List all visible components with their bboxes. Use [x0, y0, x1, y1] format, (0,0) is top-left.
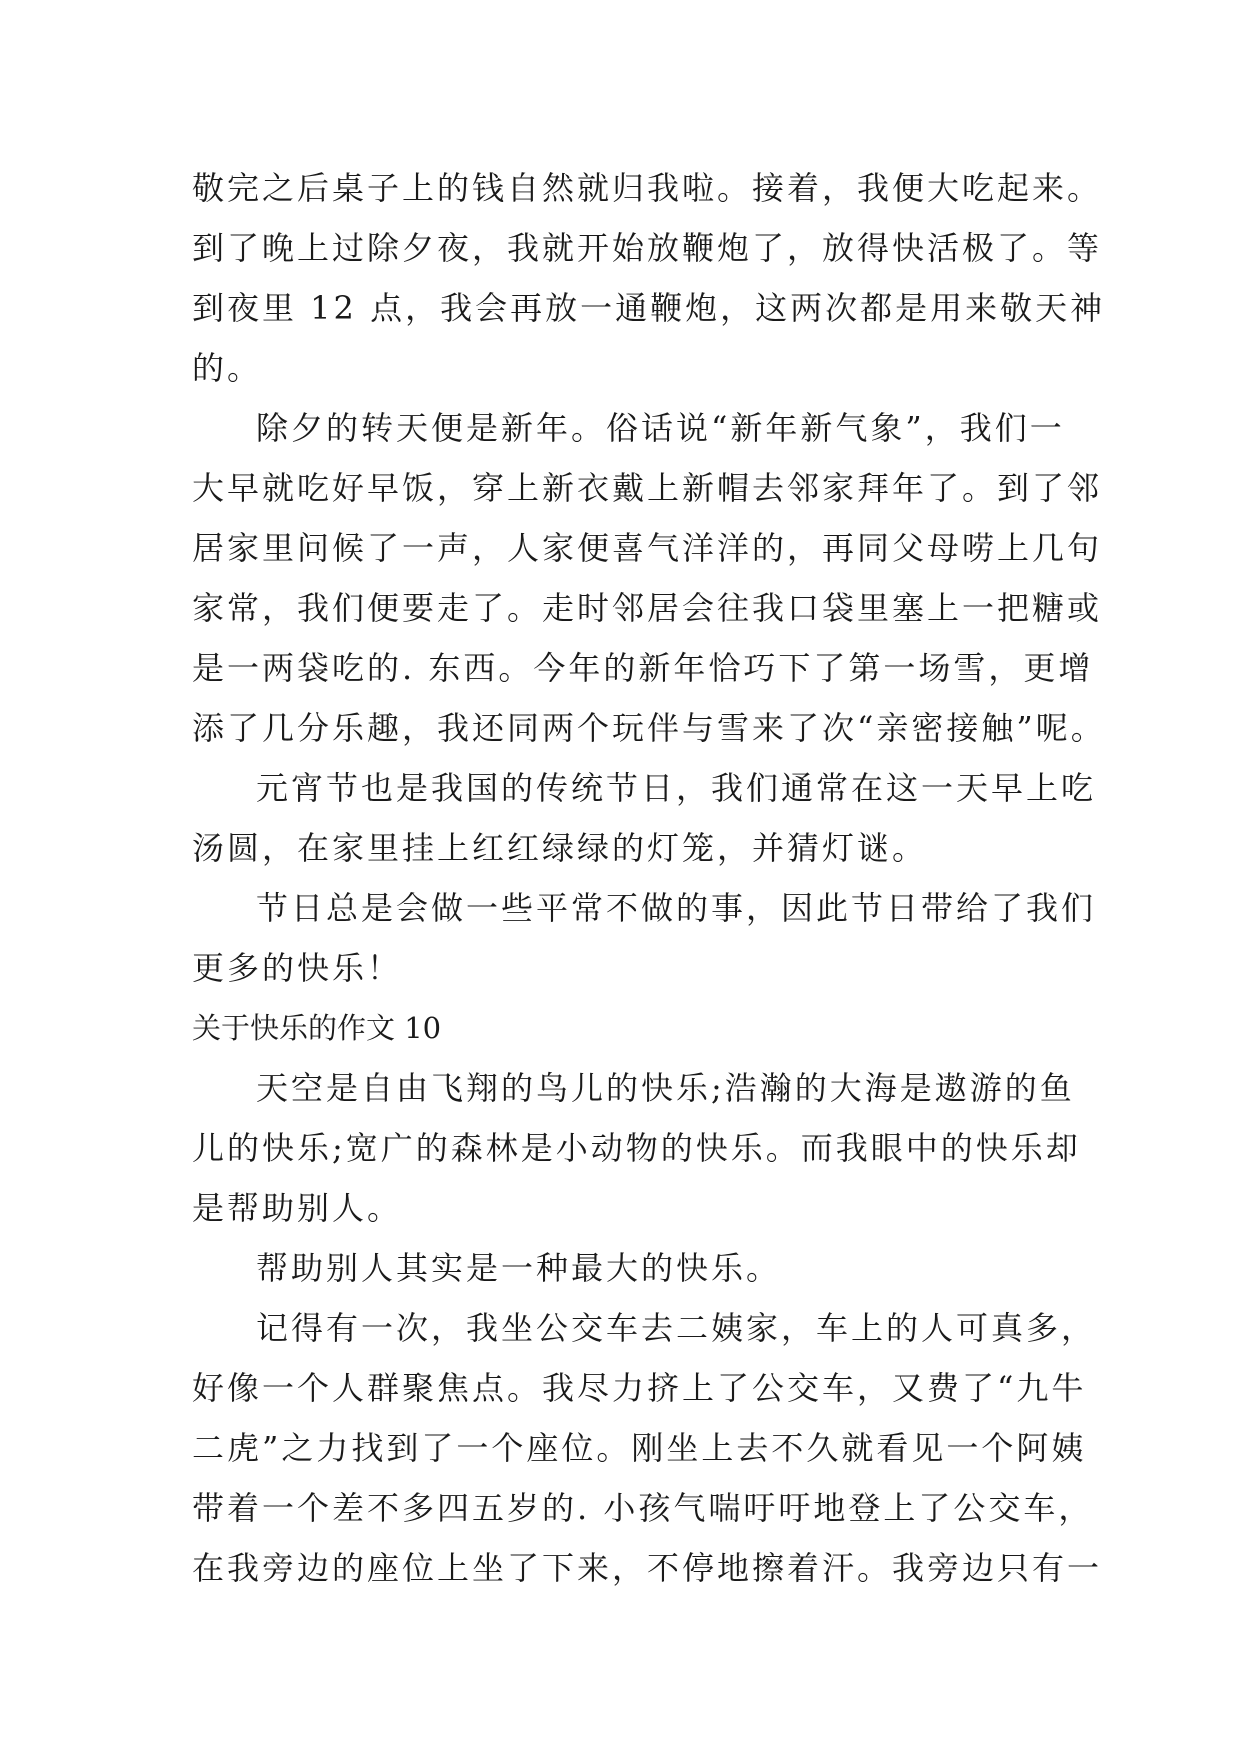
text-line: 是一两袋吃的. 东西。今年的新年恰巧下了第一场雪，更增	[192, 649, 1094, 687]
paragraph-first-line: 帮助别人其实是一种最大的快乐。	[256, 1249, 782, 1287]
text-line: 二虎”之力找到了一个座位。刚坐上去不久就看见一个阿姨	[192, 1429, 1087, 1467]
text-line: 汤圆，在家里挂上红红绿绿的灯笼，并猜灯谜。	[192, 829, 928, 867]
document-body	[192, 158, 1106, 1598]
text-line: 到夜里 12 点，我会再放一通鞭炮，这两次都是用来敬天神	[192, 289, 1106, 327]
text-line: 带着一个差不多四五岁的. 小孩气喘吁吁地登上了公交车，	[192, 1489, 1094, 1527]
paragraph-first-line: 节日总是会做一些平常不做的事，因此节日带给了我们	[256, 889, 1097, 927]
section-heading: 关于快乐的作文 10	[192, 1011, 442, 1045]
paragraph-first-line: 元宵节也是我国的传统节日，我们通常在这一天早上吃	[256, 769, 1097, 807]
paragraph-first-line: 除夕的转天便是新年。俗话说“新年新气象”，我们一	[256, 409, 1065, 447]
text-line: 敬完之后桌子上的钱自然就归我啦。接着，我便大吃起来。	[192, 169, 1103, 207]
text-line: 到了晚上过除夕夜，我就开始放鞭炮了，放得快活极了。等	[192, 229, 1103, 267]
text-line: 家常，我们便要走了。走时邻居会往我口袋里塞上一把糖或	[192, 589, 1103, 627]
text-line: 居家里问候了一声，人家便喜气洋洋的，再同父母唠上几句	[192, 529, 1103, 567]
text-line: 更多的快乐！	[192, 949, 403, 987]
text-line: 大早就吃好早饭，穿上新衣戴上新帽去邻家拜年了。到了邻	[192, 469, 1103, 507]
text-line: 在我旁边的座位上坐了下来，不停地擦着汗。我旁边只有一	[192, 1549, 1103, 1587]
text-line: 儿的快乐;宽广的森林是小动物的快乐。而我眼中的快乐却	[192, 1129, 1081, 1167]
paragraph-first-line: 记得有一次，我坐公交车去二姨家，车上的人可真多，	[256, 1309, 1097, 1347]
text-line: 好像一个人群聚焦点。我尽力挤上了公交车，又费了“九牛	[192, 1369, 1087, 1407]
text-line: 的。	[192, 349, 263, 387]
text-line: 是帮助别人。	[192, 1189, 403, 1227]
paragraph-first-line: 天空是自由飞翔的鸟儿的快乐;浩瀚的大海是遨游的鱼	[256, 1069, 1075, 1107]
text-line: 添了几分乐趣，我还同两个玩伴与雪来了次“亲密接触”呢。	[192, 709, 1106, 747]
